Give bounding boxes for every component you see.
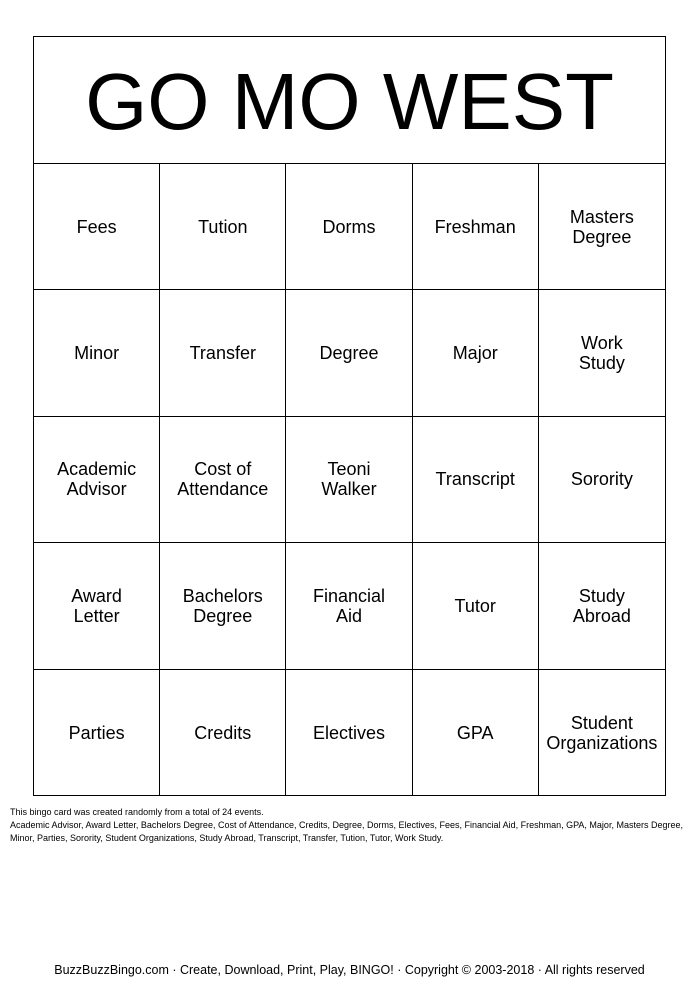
bingo-cell: Tution (160, 164, 286, 290)
bingo-cell: Transfer (160, 290, 286, 416)
bingo-cell: Transcript (413, 417, 539, 543)
card-notes (10, 806, 690, 845)
bingo-cell: Tutor (413, 543, 539, 669)
bingo-grid (34, 164, 665, 796)
bingo-cell: Parties (34, 670, 160, 796)
bingo-cell: Sorority (539, 417, 665, 543)
bingo-cell: Degree (286, 290, 412, 416)
bingo-cell: Student Organizations (546, 712, 658, 753)
bingo-cell: Financial Aid (286, 543, 412, 669)
bingo-cell: GPA (413, 670, 539, 796)
bingo-cell: Work Study (539, 290, 665, 416)
bingo-cell: Cost of Attendance (160, 417, 286, 543)
bingo-cell: Fees (34, 164, 160, 290)
bingo-cell: Electives (286, 670, 412, 796)
bingo-cell: Award Letter (34, 543, 160, 669)
bingo-card (33, 36, 666, 796)
bingo-cell: Academic Advisor (34, 417, 160, 543)
bingo-cell: Minor (34, 290, 160, 416)
bingo-cell: Study Abroad (539, 543, 665, 669)
bingo-cell: Major (413, 290, 539, 416)
bingo-cell: Credits (160, 670, 286, 796)
bingo-cell: Freshman (413, 164, 539, 290)
footer-text: BuzzBuzzBingo.com · Create, Download, Print, Play, BINGO! · Copyright © 2003-2018 · All rights reserved (54, 963, 645, 977)
bingo-cell: Teoni Walker (286, 417, 412, 543)
bingo-cell: Masters Degree (539, 164, 665, 290)
card-title: GO MO WEST (85, 57, 614, 146)
bingo-cell: Bachelors Degree (160, 543, 286, 669)
notes-event-list: Academic Advisor, Award Letter, Bachelors Degree, Cost of Attendance, Credits, Degree, Dorms, Electives, Fees, Financial Aid, Freshman, GPA, Major, Masters Degree, Minor, Parties, Sorority, Student Organizations, Study Abroad, Transcript, Transfer, Tution, Tutor, Work Study. (10, 820, 683, 843)
bingo-cell: Dorms (286, 164, 412, 290)
title-row (34, 37, 665, 164)
notes-summary: This bingo card was created randomly from a total of 24 events. (10, 807, 264, 817)
